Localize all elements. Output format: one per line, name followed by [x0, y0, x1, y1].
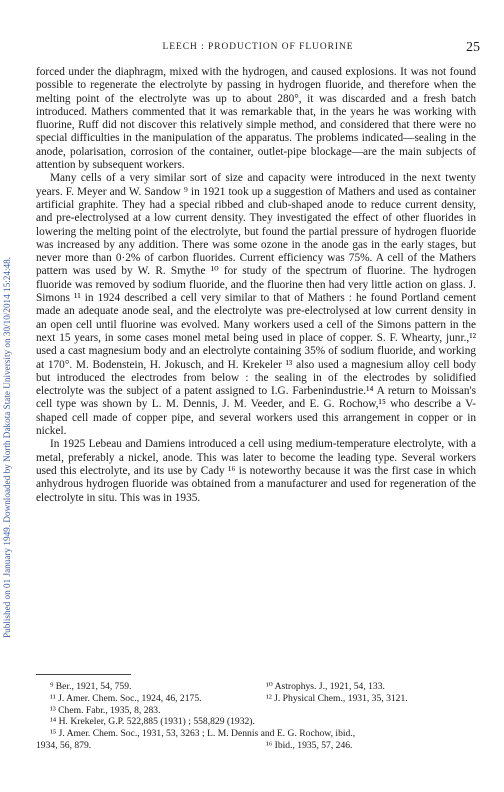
footnote-divider — [36, 674, 131, 675]
footnote-16: ¹⁶ Ibid., 1935, 57, 246. — [266, 739, 353, 751]
page-header — [36, 40, 480, 56]
page-number: 25 — [466, 40, 480, 55]
footnote-11: ¹¹ J. Amer. Chem. Soc., 1924, 46, 2175. — [50, 692, 202, 704]
paragraph-2: Many cells of a very similar sort of size and capacity were introduced in the next twenty years. F. Meyer and W. Sandow ⁹ in 1921 took up a suggestion of Mathers and used as container artificial graphite. They had a special ribbed and club-shaped anode to reduce current density, and pre-electrolysed at a low current density. They investigated the effect of other fluorides in lowering the melting point of the electrolyte, but found the partial pressure of hydrogen fluoride was increased by any addition. There was some ozone in the anode gas in the early stages, but never more than 0·2% of carbon fluorides. Current efficiency was 75%. A cell of the Mathers pattern was used by W. R. Smythe ¹⁰ for study of the spectrum of fluorine. The hydrogen fluoride was removed by sodium fluoride, and the fluorine then had very little action on glass. J. Simons ¹¹ in 1924 described a cell very similar to that of Mathers : he found Portland cement made an adequate anode seal, and the electrolyte was pre-electrolysed at low current density in an open cell until fluorine was evolved. Many workers used a cell of the Simons pattern in the next 15 years, in some cases monel metal being used in place of copper. S. F. Whearty, junr.,¹² used a cast magnesium body and an electrolyte containing 35% of sodium fluoride, and working at 170°. M. Bodenstein, H. Jokusch, and H. Krekeler ¹³ also used a magnesium alloy cell body but introduced the electrodes from below : the sealing in of the electrodes by solidified electrolyte was the subject of a patent assigned to I.G. Farbenindustrie.¹⁴ A return to Moissan's cell type was shown by L. M. Dennis, J. M. Veeder, and E. G. Rochow,¹⁵ who describe a V-shaped cell made of copper pipe, and several workers used this arrangement in copper or in nickel. — [36, 172, 476, 438]
download-notice — [2, 40, 14, 640]
footnote-12: ¹² J. Physical Chem., 1931, 35, 3121. — [266, 692, 408, 704]
paragraph-1: forced under the diaphragm, mixed with the hydrogen, and caused explosions. It was not found possible to regenerate the electrolyte by passing in hydrogen fluoride, and therefore when the melting point of the electrolyte was up to about 280°, it was discarded and a fresh batch introduced. Mathers commented that it was remarkable that, in the years he was working with fluorine, Ruff did not discover this relatively simple method, and considered that there were no special difficulties in the manipulation of the apparatus. The problems indicated—sealing in the anode, polarisation, corrosion of the container, outlet-pipe blockage—are the main subjects of attention by subsequent workers. — [36, 66, 476, 172]
footnote-13: ¹³ Chem. Fabr., 1935, 8, 283. — [50, 704, 161, 716]
download-notice-text: Published on 01 January 1949. Downloaded by North Dakota State University on 30/10/2014 15:24:48. — [2, 257, 12, 638]
paragraph-3: In 1925 Lebeau and Damiens introduced a cell using medium-temperature electrolyte, with a metal, preferably a nickel, anode. This was later to become the leading type. Several workers used this electrolyte, and its use by Cady ¹⁶ is noteworthy because it was the first case in which anhydrous hydrogen fluoride was obtained from a manufacturer and used for regeneration of the electrolyte in situ. This was in 1935. — [36, 438, 476, 504]
footnote-14: ¹⁴ H. Krekeler, G.P. 522,885 (1931) ; 558,829 (1932). — [50, 716, 255, 728]
article-body — [36, 66, 476, 505]
running-title: LEECH : PRODUCTION OF FLUORINE — [162, 42, 354, 52]
footnote-9: ⁹ Ber., 1921, 54, 759. — [50, 681, 132, 692]
footnote-15-continued: 1934, 56, 879. — [36, 739, 92, 751]
footnote-15: ¹⁵ J. Amer. Chem. Soc., 1931, 53, 3263 ; L. M. Dennis and E. G. Rochow, ibid., — [50, 728, 356, 740]
footnotes — [36, 681, 476, 752]
footnote-10: ¹⁰ Astrophys. J., 1921, 54, 133. — [266, 681, 385, 692]
